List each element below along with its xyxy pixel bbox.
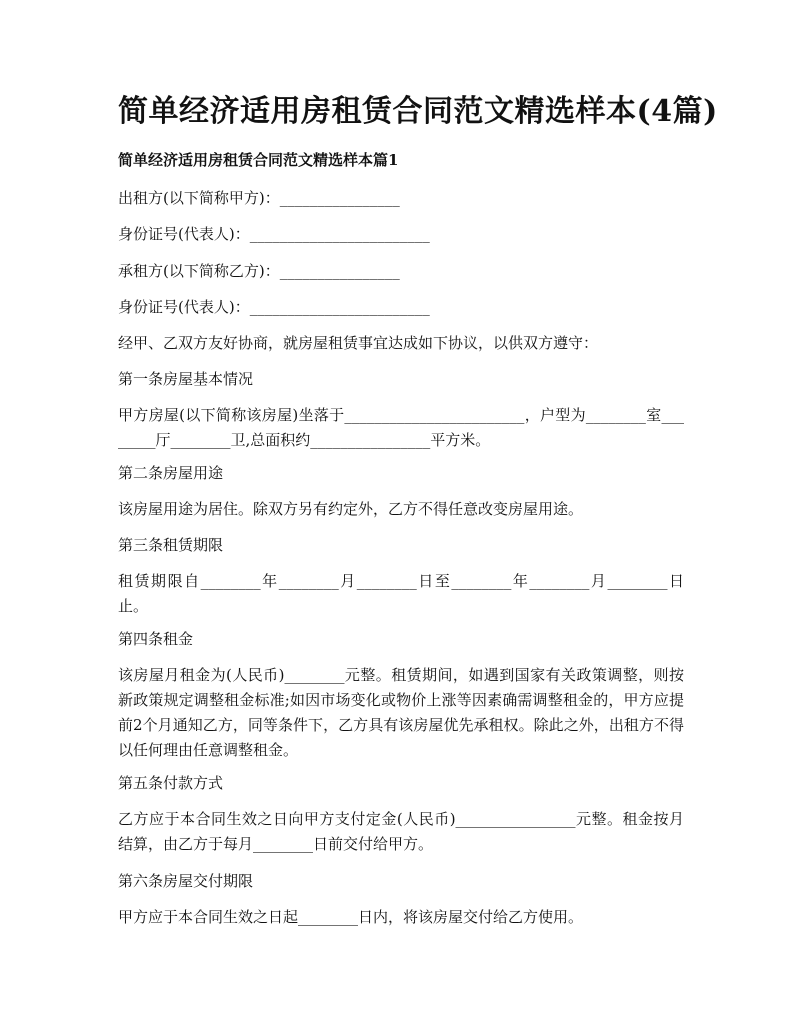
clause-heading-4: 第四条租金: [118, 630, 194, 648]
clause-heading-5: 第五条付款方式: [118, 774, 224, 792]
lessee-id-line: 身份证号(代表人)：________________________: [118, 298, 430, 316]
agreement-intro: 经甲、乙双方友好协商，就房屋租赁事宜达成如下协议，以供双方遵守：: [118, 334, 599, 352]
document-title: 简单经济适用房租赁合同范文精选样本(4篇): [118, 94, 718, 129]
clause-body-2: 该房屋用途为居住。除双方另有约定外，乙方不得任意改变房屋用途。: [118, 500, 584, 518]
clause-body-4: 该房屋月租金为(人民币)________元整。租赁期间，如遇到国家有关政策调整，则按新政策规定调整租金标准;如因市场变化或物价上涨等因素确需调整租金的，甲方应提前2个月通知乙方，同等条件下，乙方具有该房屋优先承租权。除此之外，出租方不得以任何理由任意调整租金。: [118, 666, 684, 759]
lessee-line: 承租方(以下简称乙方)：________________: [118, 262, 400, 280]
section-subtitle: 简单经济适用房租赁合同范文精选样本篇1: [118, 151, 399, 169]
clause-body-1: 甲方房屋(以下简称该房屋)坐落于________________________，户型为________室________厅________卫,总面积约________________平方米。: [118, 406, 684, 449]
clause-heading-6: 第六条房屋交付期限: [118, 872, 254, 890]
clause-heading-1: 第一条房屋基本情况: [118, 370, 254, 388]
lessor-line: 出租方(以下简称甲方)：________________: [118, 189, 400, 207]
clause-heading-3: 第三条租赁期限: [118, 536, 224, 554]
clause-body-6: 甲方应于本合同生效之日起________日内，将该房屋交付给乙方使用。: [118, 908, 584, 926]
clause-body-3: 租赁期限自________年________月________日至________年________月________日止。: [118, 572, 684, 615]
clause-body-5: 乙方应于本合同生效之日向甲方支付定金(人民币)________________元整。租金按月结算，由乙方于每月________日前交付给甲方。: [118, 810, 684, 853]
lessor-id-line: 身份证号(代表人)：________________________: [118, 225, 430, 243]
clause-heading-2: 第二条房屋用途: [118, 464, 224, 482]
